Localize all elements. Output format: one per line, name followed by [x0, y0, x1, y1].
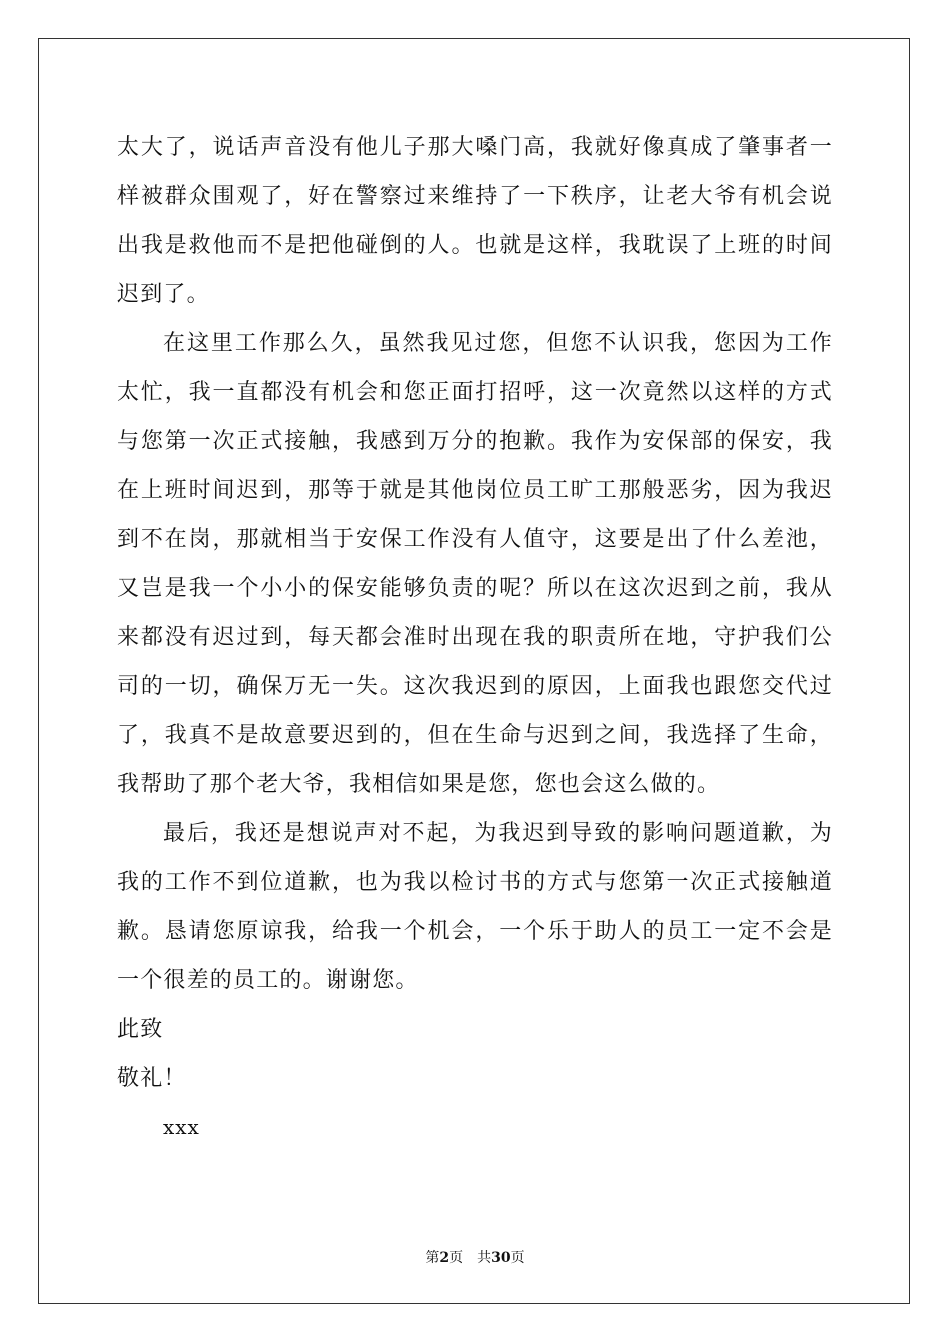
current-page-number: 2 — [439, 1250, 450, 1266]
total-suffix: 页 — [510, 1250, 525, 1266]
closing-salutation: 此致 — [117, 1017, 164, 1042]
total-page-count: 30 — [491, 1250, 511, 1266]
page-suffix: 页 — [449, 1250, 464, 1266]
total-prefix: 共 — [477, 1250, 492, 1266]
paragraph-continuation: 太大了，说话声音没有他儿子那大嗓门高，我就好像真成了肇事者一样被群众围观了，好在警察过来维持了一下秩序，让老大爷有机会说出我是救他而不是把他碰倒的人。也就是这样，我耽误了上班的时间迟到了。 — [117, 135, 833, 307]
document-body — [117, 123, 833, 1152]
paragraph-apology: 在这里工作那么久，虽然我见过您，但您不认识我，您因为工作太忙，我一直都没有机会和您正面打招呼，这一次竟然以这样的方式与您第一次正式接触，我感到万分的抱歉。我作为安保部的保安，我在上班时间迟到，那等于就是其他岗位员工旷工那般恶劣，因为我迟到不在岗，那就相当于安保工作没有人值守，这要是出了什么差池，又岂是我一个小小的保安能够负责的呢？所以在这次迟到之前，我从来都没有迟过到，每天都会准时出现在我的职责所在地，守护我们公司的一切，确保万无一失。这次我迟到的原因，上面我也跟您交代过了，我真不是故意要迟到的，但在生命与迟到之间，我选择了生命，我帮助了那个老大爷，我相信如果是您，您也会这么做的。 — [117, 331, 833, 797]
closing-regards: 敬礼！ — [117, 1066, 187, 1091]
signature: xxx — [163, 1115, 200, 1139]
page-prefix: 第 — [425, 1250, 440, 1266]
paragraph-conclusion: 最后，我还是想说声对不起，为我迟到导致的影响问题道歉，为我的工作不到位道歉，也为我以检讨书的方式与您第一次正式接触道歉。恳请您原谅我，给我一个机会，一个乐于助人的员工一定不会是一个很差的员工的。谢谢您。 — [117, 821, 833, 993]
page-footer — [0, 1248, 950, 1268]
